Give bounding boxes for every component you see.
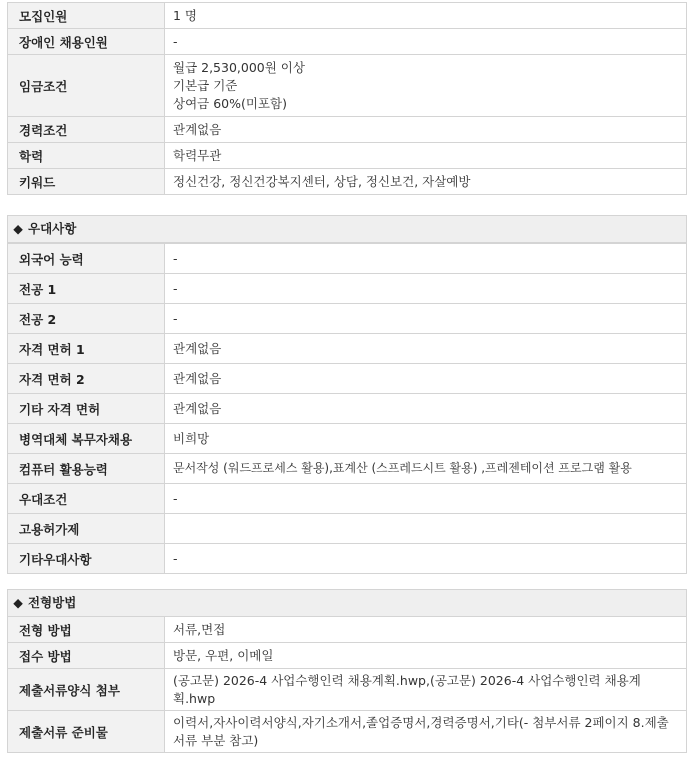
row-value-recruit-count: 1 명 [165, 3, 687, 29]
row-label-disabled-recruit: 장애인 채용인원 [8, 29, 165, 55]
table-row [8, 274, 687, 304]
preference-title: 우대사항 [28, 221, 77, 236]
selection-title: 전형방법 [28, 595, 77, 610]
table-row [8, 117, 687, 143]
row-label-education: 학력 [8, 143, 165, 169]
table-row [8, 394, 687, 424]
wage-line: 상여금 60%(미포함) [173, 95, 287, 111]
row-value-other-preferences: - [165, 544, 687, 574]
preference-table [7, 243, 687, 574]
table-row [8, 244, 687, 274]
preference-section-header [7, 215, 687, 243]
row-value-career: 관계없음 [165, 117, 687, 143]
row-label-other-license: 기타 자격 면허 [8, 394, 165, 424]
table-row [8, 169, 687, 195]
wage-line: 월급 2,530,000원 이상 [173, 59, 305, 75]
table-row [8, 364, 687, 394]
row-value-keyword: 정신건강, 정신건강복지센터, 상담, 정신보건, 자살예방 [165, 169, 687, 195]
row-label-computer-skills: 컴퓨터 활용능력 [8, 454, 165, 484]
row-value-license-1: 관계없음 [165, 334, 687, 364]
row-label-required-documents: 제출서류 준비물 [8, 711, 165, 753]
table-row [8, 29, 687, 55]
selection-table [7, 616, 687, 753]
table-row [8, 711, 687, 753]
table-row [8, 514, 687, 544]
table-row [8, 617, 687, 643]
table-row [8, 484, 687, 514]
row-value-military-service: 비희망 [165, 424, 687, 454]
row-value-major-2: - [165, 304, 687, 334]
row-value-disabled-recruit: - [165, 29, 687, 55]
table-row [8, 143, 687, 169]
table-row [8, 454, 687, 484]
row-value-selection-method: 서류,면접 [165, 617, 687, 643]
table-row [8, 3, 687, 29]
row-label-major-2: 전공 2 [8, 304, 165, 334]
row-label-other-preferences: 기타우대사항 [8, 544, 165, 574]
table-row [8, 304, 687, 334]
row-label-career: 경력조건 [8, 117, 165, 143]
diamond-bullet-icon: ◆ [13, 221, 23, 236]
row-value-wage [165, 55, 687, 117]
diamond-bullet-icon: ◆ [13, 595, 23, 610]
table-row [8, 669, 687, 711]
row-value-application-method: 방문, 우편, 이메일 [165, 643, 687, 669]
row-label-keyword: 키워드 [8, 169, 165, 195]
table-row [8, 643, 687, 669]
table-row [8, 424, 687, 454]
row-label-license-1: 자격 면허 1 [8, 334, 165, 364]
table-row [8, 544, 687, 574]
row-label-attached-forms: 제출서류양식 첨부 [8, 669, 165, 711]
row-label-license-2: 자격 면허 2 [8, 364, 165, 394]
row-label-military-service: 병역대체 복무자채용 [8, 424, 165, 454]
row-label-recruit-count: 모집인원 [8, 3, 165, 29]
row-label-application-method: 접수 방법 [8, 643, 165, 669]
row-value-required-documents: 이력서,자사이력서양식,자기소개서,졸업증명서,경력증명서,기타(- 첨부서류 2페이지 8.제출서류 부분 참고) [165, 711, 687, 753]
wage-line: 기본급 기준 [173, 77, 238, 93]
row-value-attached-forms[interactable]: (공고문) 2026-4 사업수행인력 채용계획.hwp,(공고문) 2026-4 사업수행인력 채용계획.hwp [165, 669, 687, 711]
table-row [8, 55, 687, 117]
job-info-table [7, 2, 687, 195]
row-label-language: 외국어 능력 [8, 244, 165, 274]
row-value-education: 학력무관 [165, 143, 687, 169]
row-value-computer-skills: 문서작성 (워드프로세스 활용),표계산 (스프레드시트 활용) ,프레젠테이션 프로그램 활용 [165, 454, 687, 484]
row-value-language: - [165, 244, 687, 274]
row-label-selection-method: 전형 방법 [8, 617, 165, 643]
row-value-major-1: - [165, 274, 687, 304]
row-label-preferred-conditions: 우대조건 [8, 484, 165, 514]
row-label-major-1: 전공 1 [8, 274, 165, 304]
row-value-license-2: 관계없음 [165, 364, 687, 394]
selection-section-header [7, 589, 687, 617]
row-value-other-license: 관계없음 [165, 394, 687, 424]
row-label-wage: 임금조건 [8, 55, 165, 117]
table-row [8, 334, 687, 364]
row-value-preferred-conditions: - [165, 484, 687, 514]
row-label-employment-permit: 고용허가제 [8, 514, 165, 544]
row-value-employment-permit [165, 514, 687, 544]
